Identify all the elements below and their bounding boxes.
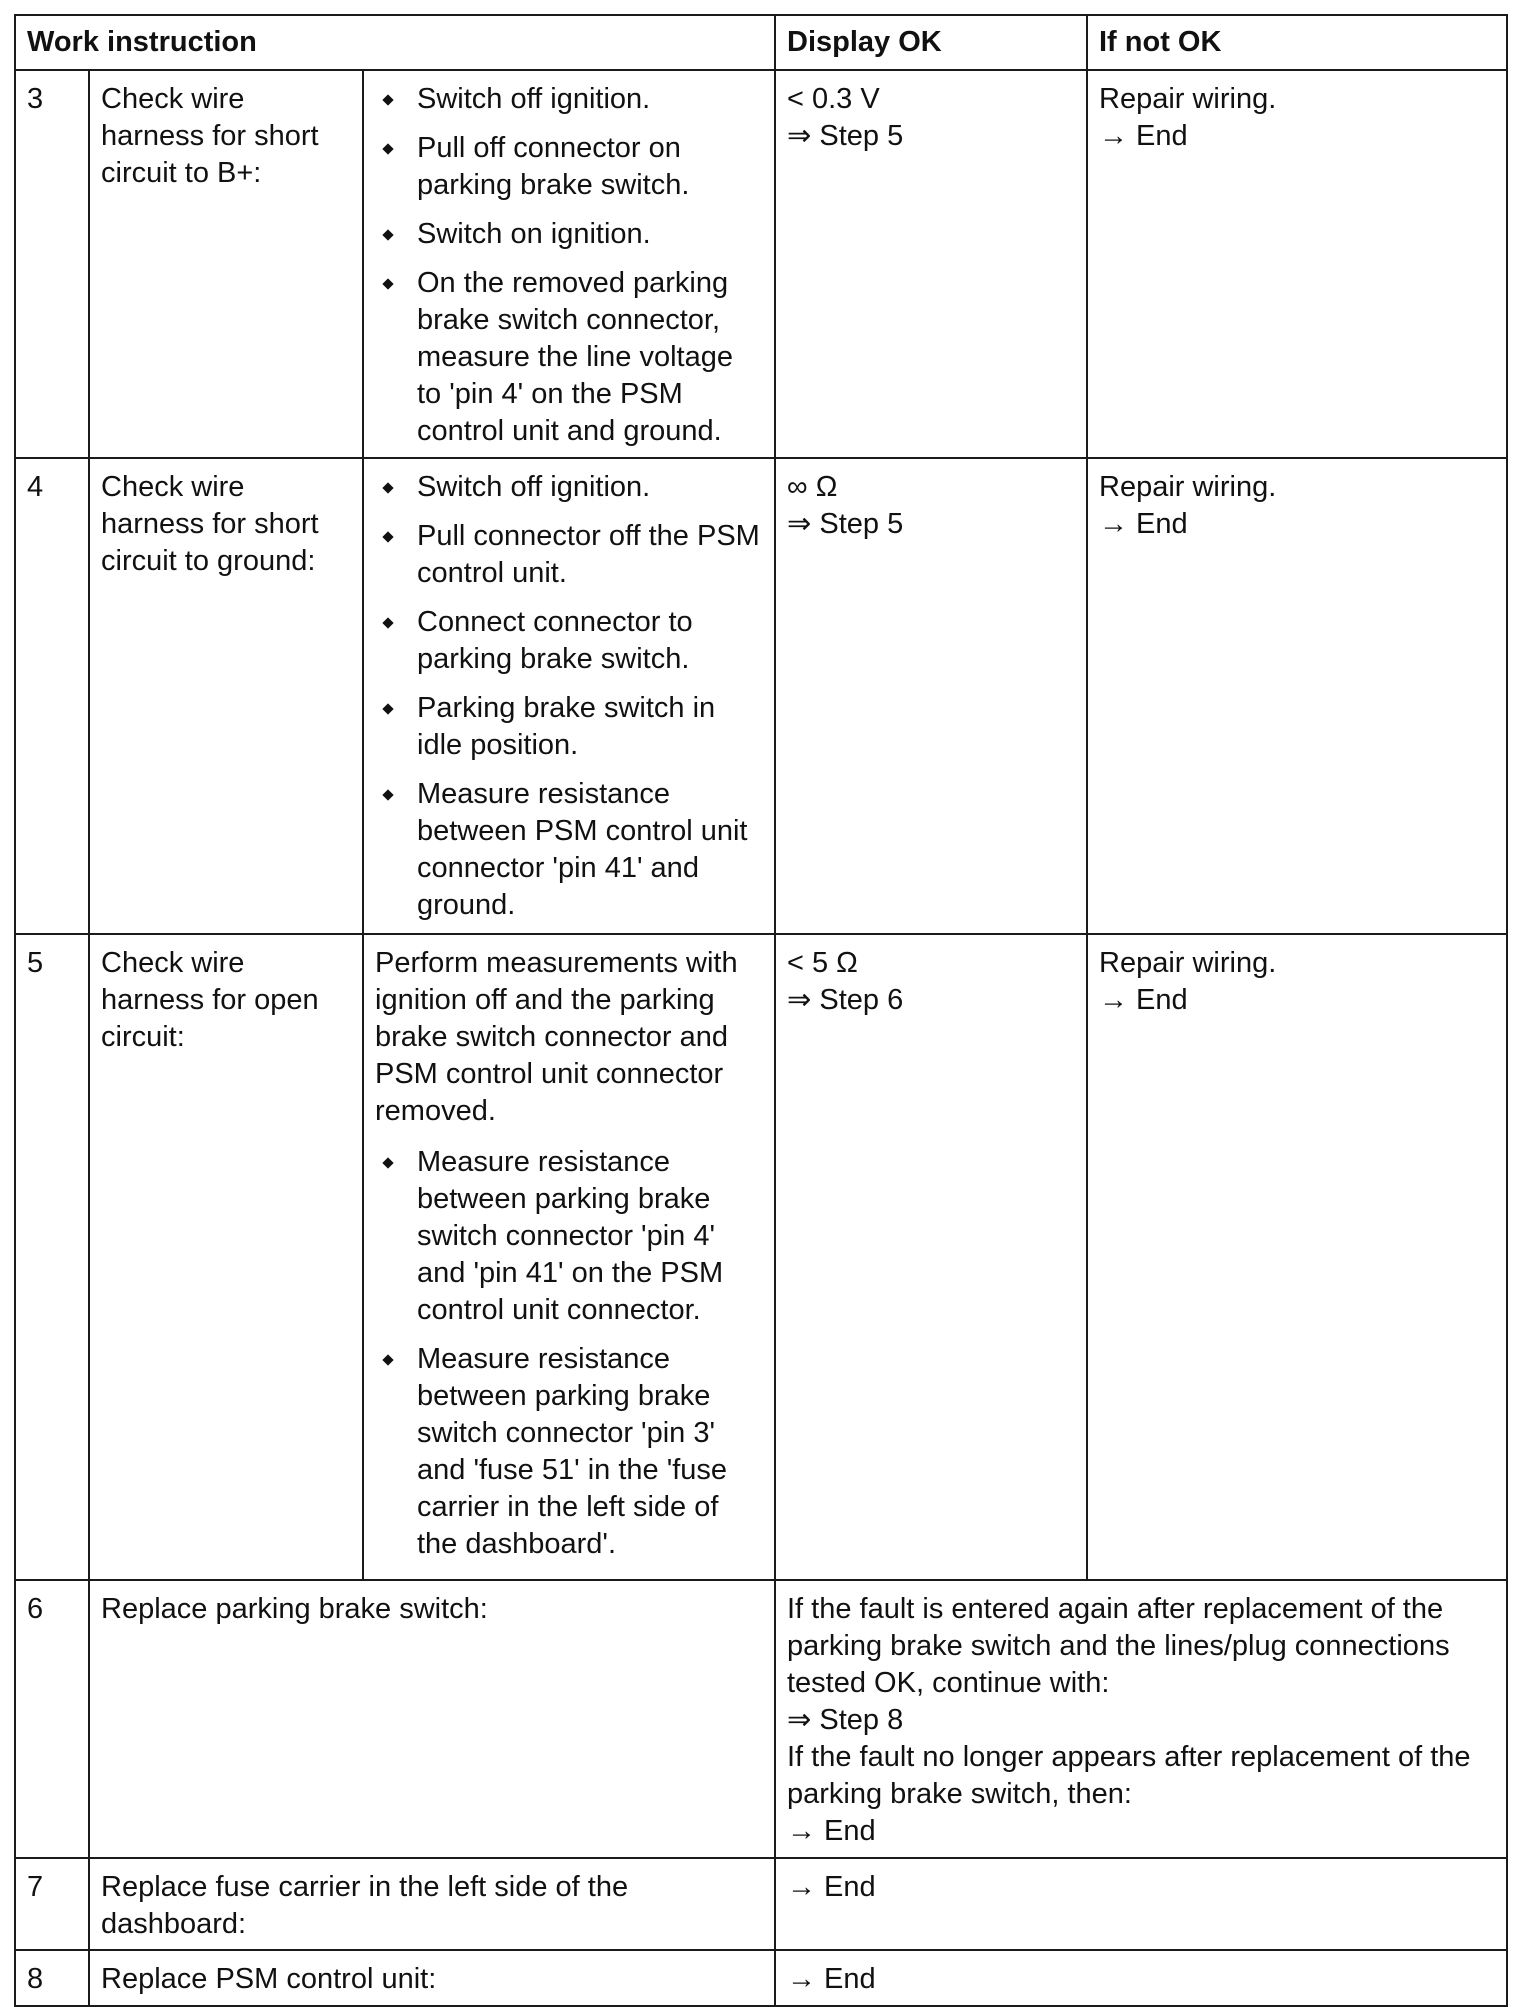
list-item: Measure resistance between parking brake switch connector 'pin 4' and 'pin 41' on the PSM control unit connector. <box>375 1144 763 1329</box>
list-item: Switch off ignition. <box>375 469 763 506</box>
work-instruction-table <box>14 14 1508 2007</box>
bullet-diamond-icon <box>382 617 393 628</box>
table-row <box>15 1858 1507 1950</box>
step-actions <box>363 458 775 934</box>
result-cell <box>775 1580 1507 1858</box>
next-step: ⇒ Step 6 <box>787 984 904 1016</box>
bullet-diamond-icon <box>382 143 393 154</box>
end-marker: → End <box>1099 984 1188 1016</box>
step-number: 8 <box>15 1950 89 2006</box>
display-ok-value: < 5 Ω <box>787 947 858 979</box>
next-step: ⇒ Step 5 <box>787 508 904 540</box>
table-row <box>15 458 1507 934</box>
step-instruction: Replace PSM control unit: <box>89 1950 775 2006</box>
step-actions <box>363 934 775 1580</box>
result-text: If the fault is entered again after replacement of the parking brake switch and the lines/plug connections tested OK, continue with: <box>787 1593 1450 1699</box>
display-ok-cell <box>775 70 1087 458</box>
list-item: Measure resistance between parking brake switch connector 'pin 3' and 'fuse 51' in the 'fuse carrier in the left side of the dashboard'. <box>375 1341 763 1563</box>
action-list <box>375 81 763 450</box>
step-title: Check wire harness for short circuit to ground: <box>89 458 363 934</box>
list-item: Pull off connector on parking brake switch. <box>375 130 763 204</box>
display-ok-cell <box>775 458 1087 934</box>
step-number: 4 <box>15 458 89 934</box>
list-item: Measure resistance between PSM control unit connector 'pin 41' and ground. <box>375 776 763 924</box>
if-not-ok-cell <box>1087 458 1507 934</box>
table-row <box>15 934 1507 1580</box>
step-number: 5 <box>15 934 89 1580</box>
action-list <box>375 469 763 924</box>
result-cell <box>775 1858 1507 1950</box>
display-ok-value: ∞ Ω <box>787 471 838 503</box>
measurement-intro: Perform measurements with ignition off and the parking brake switch connector and PSM control unit connector removed. <box>375 947 738 1127</box>
header-work-instruction: Work instruction <box>15 15 775 70</box>
bullet-diamond-icon <box>382 482 393 493</box>
display-ok-cell <box>775 934 1087 1580</box>
remedy-text: Repair wiring. <box>1099 947 1277 979</box>
list-item: Parking brake switch in idle position. <box>375 690 763 764</box>
end-marker: → End <box>787 1871 876 1903</box>
bullet-diamond-icon <box>382 789 393 800</box>
table-row <box>15 1580 1507 1858</box>
remedy-text: Repair wiring. <box>1099 83 1277 115</box>
if-not-ok-cell <box>1087 70 1507 458</box>
step-instruction: Replace fuse carrier in the left side of the dashboard: <box>89 1858 775 1950</box>
bullet-diamond-icon <box>382 1354 393 1365</box>
bullet-diamond-icon <box>382 94 393 105</box>
bullet-diamond-icon <box>382 703 393 714</box>
remedy-text: Repair wiring. <box>1099 471 1277 503</box>
step-title: Check wire harness for short circuit to B+: <box>89 70 363 458</box>
bullet-diamond-icon <box>382 278 393 289</box>
action-list <box>375 1144 763 1563</box>
step-number: 6 <box>15 1580 89 1858</box>
table-row <box>15 70 1507 458</box>
if-not-ok-cell <box>1087 934 1507 1580</box>
next-step: ⇒ Step 5 <box>787 120 904 152</box>
end-marker: → End <box>1099 120 1188 152</box>
end-marker: → End <box>1099 508 1188 540</box>
step-instruction: Replace parking brake switch: <box>89 1580 775 1858</box>
end-marker: → End <box>787 1963 876 1995</box>
bullet-diamond-icon <box>382 229 393 240</box>
list-item: Connect connector to parking brake switch. <box>375 604 763 678</box>
list-item: Pull connector off the PSM control unit. <box>375 518 763 592</box>
end-marker: → End <box>787 1815 876 1847</box>
list-item: On the removed parking brake switch connector, measure the line voltage to 'pin 4' on the PSM control unit and ground. <box>375 265 763 450</box>
display-ok-value: < 0.3 V <box>787 83 880 115</box>
step-number: 7 <box>15 1858 89 1950</box>
header-row <box>15 15 1507 70</box>
result-text: If the fault no longer appears after replacement of the parking brake switch, then: <box>787 1741 1471 1810</box>
bullet-diamond-icon <box>382 531 393 542</box>
next-step: ⇒ Step 8 <box>787 1704 904 1736</box>
header-if-not-ok: If not OK <box>1087 15 1507 70</box>
step-actions <box>363 70 775 458</box>
bullet-diamond-icon <box>382 1157 393 1168</box>
list-item: Switch on ignition. <box>375 216 763 253</box>
list-item: Switch off ignition. <box>375 81 763 118</box>
header-display-ok: Display OK <box>775 15 1087 70</box>
step-number: 3 <box>15 70 89 458</box>
step-title: Check wire harness for open circuit: <box>89 934 363 1580</box>
